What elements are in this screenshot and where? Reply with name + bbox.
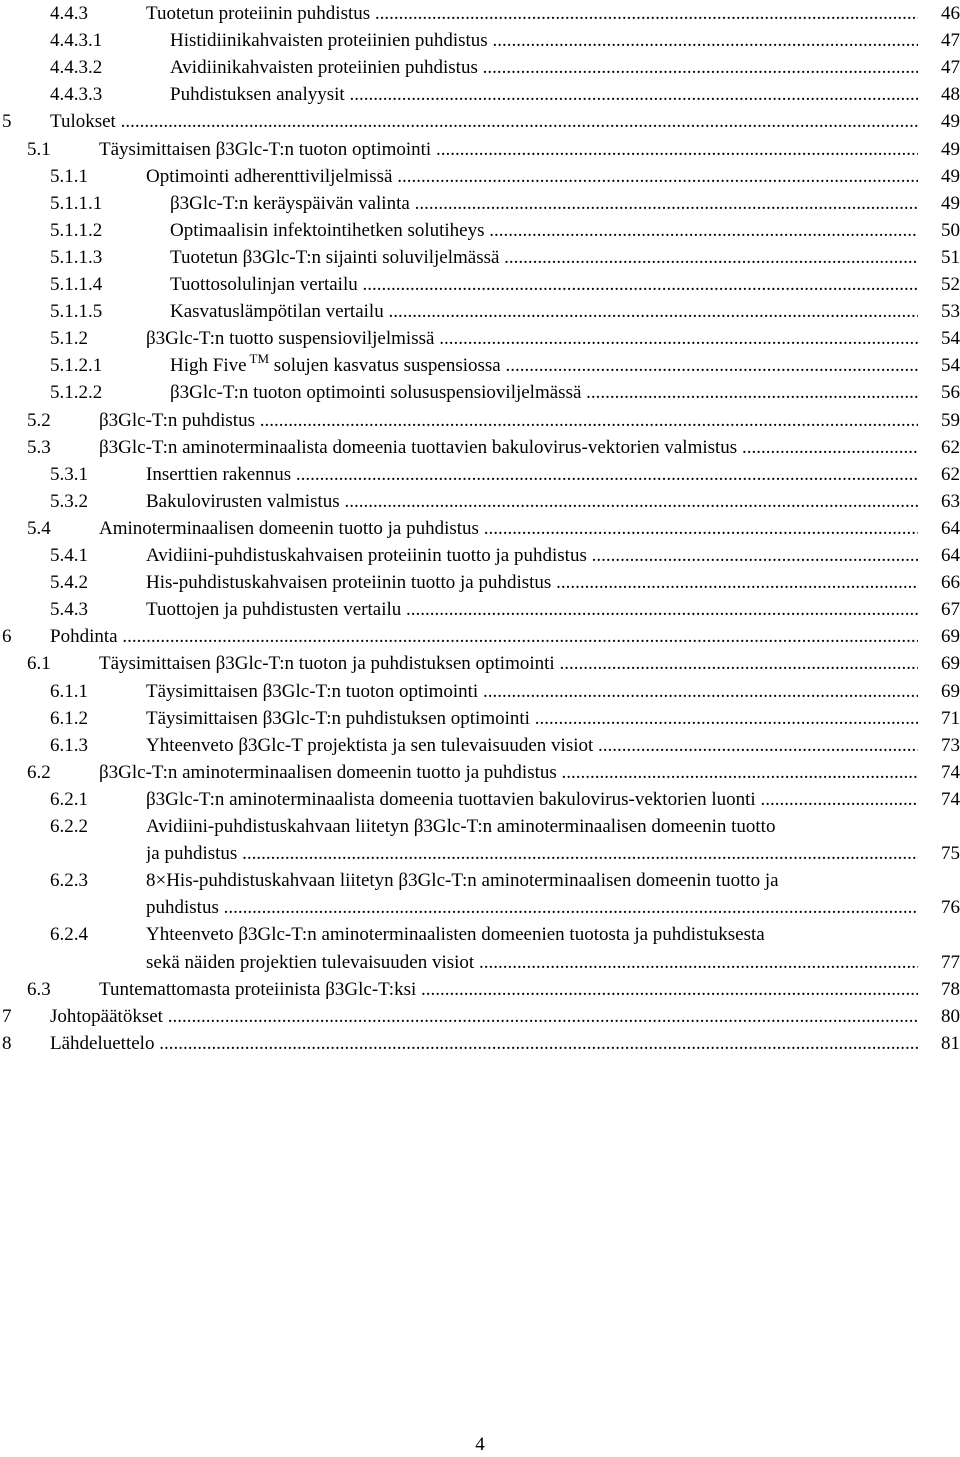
toc-entry-title-text: Tulokset <box>50 111 116 133</box>
toc-entry-number: 5 <box>2 111 12 133</box>
toc-entry[interactable] <box>0 678 960 705</box>
toc-entry-number: 5.1.2.1 <box>50 355 103 377</box>
toc-entry-title <box>99 976 918 1003</box>
toc-entry-number: 5.4.3 <box>50 599 88 621</box>
toc-entry-number: 6.2 <box>27 761 51 783</box>
toc-entry-line <box>0 867 960 894</box>
toc-entry-title-text: Histidiinikahvaisten proteiinien puhdistus <box>170 30 488 52</box>
toc-entry-page: 73 <box>918 732 960 759</box>
toc-entry-title <box>99 407 918 434</box>
toc-entry[interactable] <box>0 325 960 352</box>
toc-entry-number: 5.3 <box>27 436 51 458</box>
toc-entry-number: 6.2.1 <box>50 788 88 810</box>
toc-entry-number: 5.1.1.5 <box>50 301 103 323</box>
toc-entry-title-text: Optimaalisin infektointihetken solutiheys <box>170 219 485 241</box>
toc-entry-title <box>170 352 918 380</box>
toc-entry-number: 6.2.4 <box>50 924 88 946</box>
toc-entry-page: 51 <box>918 244 960 271</box>
toc-entry-title-text: Tuntemattomasta proteiinista β3Glc-T:ksi <box>99 978 417 1000</box>
toc-entry-title <box>146 325 918 352</box>
toc-entry[interactable] <box>0 840 960 867</box>
toc-entry-title <box>146 461 918 488</box>
toc-entry-title <box>146 949 918 976</box>
toc-entry-title-text: sekä näiden projektien tulevaisuuden visiot <box>146 951 475 973</box>
trademark-mark: TM <box>246 352 270 367</box>
toc-entry-page: 62 <box>918 434 960 461</box>
toc-entry[interactable] <box>0 163 960 190</box>
toc-entry[interactable] <box>0 705 960 732</box>
toc-entry[interactable] <box>0 244 960 271</box>
toc-entry-number: 5.2 <box>27 409 51 431</box>
toc-entry-page: 74 <box>918 759 960 786</box>
toc-entry-title <box>170 244 918 271</box>
toc-entry-title <box>146 732 918 759</box>
toc-entry-number: 5.4.2 <box>50 572 88 594</box>
toc-entry-title <box>50 108 918 135</box>
toc-entry-title <box>99 136 918 163</box>
toc-entry-title <box>146 0 918 27</box>
toc-entry-number: 4.4.3.1 <box>50 30 103 52</box>
toc-entry-number: 5.1 <box>27 138 51 160</box>
toc-entry-title <box>146 488 918 515</box>
toc-entry-page: 74 <box>918 786 960 813</box>
toc-entry-line <box>0 921 960 948</box>
toc-entry-title-text: Tuotetun proteiinin puhdistus <box>146 3 371 24</box>
toc-entry-title <box>170 271 918 298</box>
toc-entry-number: 5.1.1 <box>50 165 88 187</box>
toc-entry-number: 5.1.2 <box>50 328 88 350</box>
toc-entry-page: 71 <box>918 705 960 732</box>
toc-entry-title-text: Johtopäätökset <box>50 1005 163 1027</box>
toc-entry-title <box>146 163 918 190</box>
toc-entry-number: 6.1.2 <box>50 707 88 729</box>
toc-entry-title-text: β3Glc-T:n aminoterminaalista domeenia tuottavien bakulovirus-vektorien valmistus <box>99 436 738 458</box>
toc-entry-page: 48 <box>918 81 960 108</box>
toc-entry[interactable] <box>0 488 960 515</box>
toc-entry-title <box>50 623 918 650</box>
toc-entry-page: 62 <box>918 461 960 488</box>
toc-entry[interactable] <box>0 650 960 677</box>
toc-entry[interactable] <box>0 81 960 108</box>
toc-entry-title-line1: Yhteenveto β3Glc-T:n aminoterminaalisten domeenien tuotosta ja puhdistuksesta <box>146 924 765 946</box>
toc-entry[interactable] <box>0 352 960 379</box>
toc-entry-page: 56 <box>918 379 960 406</box>
toc-entry-page: 78 <box>918 976 960 1003</box>
toc-entry[interactable] <box>0 298 960 325</box>
toc-entry-number: 5.1.2.2 <box>50 382 103 404</box>
toc-entry-number: 5.1.1.2 <box>50 219 103 241</box>
toc-entry-page: 63 <box>918 488 960 515</box>
toc-entry-page: 66 <box>918 569 960 596</box>
toc-entry-page: 76 <box>918 894 960 921</box>
toc-entry-title-text: Tuottosolulinjan vertailu <box>170 274 358 295</box>
toc-entry-number: 7 <box>2 1005 12 1027</box>
toc-entry[interactable] <box>0 949 960 976</box>
toc-entry-page: 50 <box>918 217 960 244</box>
toc-entry-page: 49 <box>918 108 960 135</box>
toc-entry-title-text: Optimointi adherenttiviljelmissä <box>146 165 393 187</box>
toc-entry-title <box>146 596 918 623</box>
toc-entry-title <box>146 840 918 867</box>
toc-entry-title-text: β3Glc-T:n aminoterminaalista domeenia tuottavien bakulovirus-vektorien luonti <box>146 788 756 810</box>
toc-entry-title <box>170 54 918 81</box>
toc-entry-title <box>146 569 918 596</box>
toc-entry-number: 5.1.1.1 <box>50 192 103 214</box>
toc-entry-page: 47 <box>918 27 960 54</box>
toc-entry-title <box>170 379 918 406</box>
toc-entry-number: 6 <box>2 626 12 648</box>
toc-entry-page: 69 <box>918 678 960 705</box>
toc-entry-page: 69 <box>918 650 960 677</box>
toc-entry-number: 6.2.2 <box>50 816 88 837</box>
toc-entry-title-text: High Five <box>170 355 247 377</box>
toc-entry[interactable] <box>0 976 960 1003</box>
toc-entry-number: 6.1 <box>27 653 51 675</box>
toc-entry[interactable] <box>0 623 960 650</box>
toc-entry-number: 5.1.1.3 <box>50 246 103 268</box>
toc-entry-page: 54 <box>918 325 960 352</box>
toc-entry-page: 46 <box>918 0 960 27</box>
toc-entry[interactable] <box>0 0 960 27</box>
toc-entry-title-text: Avidiinikahvaisten proteiinien puhdistus <box>170 57 478 79</box>
toc-entry-title-text: Täysimittaisen β3Glc-T:n tuoton optimointi <box>146 680 479 702</box>
toc-entry-title-text: Tuottojen ja puhdistusten vertailu <box>146 599 402 621</box>
toc-entry-number: 5.4 <box>27 517 51 539</box>
toc-entry[interactable] <box>0 596 960 623</box>
toc-entry-title-text: β3Glc-T:n tuoton optimointi solususpensioviljelmässä <box>170 382 582 404</box>
toc-entry-title <box>99 515 918 542</box>
toc-entry-title-text: β3Glc-T:n tuotto suspensioviljelmissä <box>146 328 435 350</box>
toc-entry-number: 5.3.2 <box>50 490 88 512</box>
toc-entry-title <box>146 678 918 705</box>
toc-entry-title <box>50 1030 918 1057</box>
toc-entry-number: 6.1.1 <box>50 680 88 702</box>
toc-entry[interactable] <box>0 515 960 542</box>
toc-entry-number: 4.4.3.2 <box>50 57 103 79</box>
toc-entry[interactable] <box>0 759 960 786</box>
toc-entry-page: 59 <box>918 407 960 434</box>
toc-entry-title-text: Lähdeluettelo <box>50 1032 155 1054</box>
toc-entry-title-text: Tuotetun β3Glc-T:n sijainti soluviljelmässä <box>170 246 500 268</box>
toc-entry-number: 6.1.3 <box>50 734 88 756</box>
toc-entry-page: 77 <box>918 949 960 976</box>
toc-entry[interactable] <box>0 1003 960 1030</box>
toc-entry[interactable] <box>0 54 960 81</box>
toc-entry-page: 75 <box>918 840 960 867</box>
toc-entry-title-text: ja puhdistus <box>146 843 238 865</box>
page-number: 4 <box>475 1434 485 1455</box>
toc-entry-title-text: Pohdinta <box>50 626 118 648</box>
toc-entry[interactable] <box>0 190 960 217</box>
toc-entry[interactable] <box>0 407 960 434</box>
toc-entry-title-text: puhdistus <box>146 897 219 919</box>
toc-entry-title-text: Täysimittaisen β3Glc-T:n puhdistuksen optimointi <box>146 707 530 729</box>
toc-entry[interactable] <box>0 271 960 298</box>
toc-entry-title <box>99 434 918 461</box>
toc-entry-page: 49 <box>918 190 960 217</box>
toc-entry[interactable] <box>0 217 960 244</box>
toc-entry-title-text-after: solujen kasvatus suspensiossa <box>269 355 501 377</box>
toc-entry[interactable] <box>0 542 960 569</box>
toc-entry[interactable] <box>0 569 960 596</box>
toc-entry-page: 69 <box>918 623 960 650</box>
toc-entry-title <box>146 786 918 813</box>
toc-entry-title-text: Yhteenveto β3Glc-T projektista ja sen tulevaisuuden visiot <box>146 734 594 756</box>
toc-entry-number: 4.4.3 <box>50 3 88 24</box>
toc-entry-page: 64 <box>918 542 960 569</box>
toc-entry-page: 47 <box>918 54 960 81</box>
toc-entry[interactable] <box>0 786 960 813</box>
toc-entry-title-text: β3Glc-T:n aminoterminaalisen domeenin tuotto ja puhdistus <box>99 761 557 783</box>
toc-entry-page: 54 <box>918 352 960 379</box>
toc-entry-title <box>99 650 918 677</box>
toc-entry-title-text: Inserttien rakennus <box>146 463 292 485</box>
toc-entry-page: 52 <box>918 271 960 298</box>
toc-entry-line <box>0 813 960 840</box>
toc-entry-title-text: β3Glc-T:n keräyspäivän valinta <box>170 192 410 214</box>
toc-entry-page: 64 <box>918 515 960 542</box>
toc-entry[interactable] <box>0 379 960 406</box>
toc-entry-page: 67 <box>918 596 960 623</box>
toc-entry-number: 5.1.1.4 <box>50 274 103 295</box>
toc-entry-page: 81 <box>918 1030 960 1057</box>
toc-entry-page: 49 <box>918 136 960 163</box>
toc-entry-title-text: β3Glc-T:n puhdistus <box>99 409 255 431</box>
toc-entry-title <box>170 81 918 108</box>
toc-entry-title <box>170 217 918 244</box>
toc-entry-title <box>146 705 918 732</box>
toc-entry[interactable] <box>0 27 960 54</box>
toc-entry-title <box>170 190 918 217</box>
toc-entry-number: 4.4.3.3 <box>50 84 103 106</box>
toc-entry[interactable] <box>0 1030 960 1057</box>
toc-entry-title <box>99 759 918 786</box>
toc-entry-page: 49 <box>918 163 960 190</box>
toc-entry[interactable] <box>0 461 960 488</box>
toc-entry-title-text: Kasvatuslämpötilan vertailu <box>170 301 384 323</box>
toc-entry-title <box>170 298 918 325</box>
toc-entry[interactable] <box>0 136 960 163</box>
toc-entry-number: 8 <box>2 1032 12 1054</box>
toc-entry-title <box>170 27 918 54</box>
toc-entry-title-line1: 8×His-puhdistuskahvaan liitetyn β3Glc-T:n aminoterminaalisen domeenin tuotto ja <box>146 870 779 892</box>
toc-entry[interactable] <box>0 108 960 135</box>
toc-entry-number: 6.2.3 <box>50 870 88 892</box>
toc-entry-title-line1: Avidiini-puhdistuskahvaan liitetyn β3Glc-T:n aminoterminaalisen domeenin tuotto <box>146 816 776 837</box>
toc-entry-title <box>146 894 918 921</box>
toc-entry-title-text: Täysimittaisen β3Glc-T:n tuoton ja puhdistuksen optimointi <box>99 653 555 675</box>
toc-entry[interactable] <box>0 434 960 461</box>
toc-entry-title <box>50 1003 918 1030</box>
toc-entry-title-text: Avidiini-puhdistuskahvaisen proteiinin tuotto ja puhdistus <box>146 545 587 566</box>
toc-entry[interactable] <box>0 894 960 921</box>
toc-entry-title-text: Täysimittaisen β3Glc-T:n tuoton optimointi <box>99 138 432 160</box>
toc-entry-number: 5.3.1 <box>50 463 88 485</box>
toc-entry-number: 6.3 <box>27 978 51 1000</box>
toc-entry-title-text: His-puhdistuskahvaisen proteiinin tuotto ja puhdistus <box>146 572 552 594</box>
toc-entry-title <box>146 542 918 569</box>
toc-entry-number: 5.4.1 <box>50 545 88 566</box>
toc-entry-title-text: Bakulovirusten valmistus <box>146 490 340 512</box>
toc-entry-page: 53 <box>918 298 960 325</box>
toc-entry-title-text: Puhdistuksen analyysit <box>170 84 345 106</box>
toc-entry-page: 80 <box>918 1003 960 1030</box>
toc-entry[interactable] <box>0 732 960 759</box>
toc-entry-title-text: Aminoterminaalisen domeenin tuotto ja puhdistus <box>99 517 479 539</box>
